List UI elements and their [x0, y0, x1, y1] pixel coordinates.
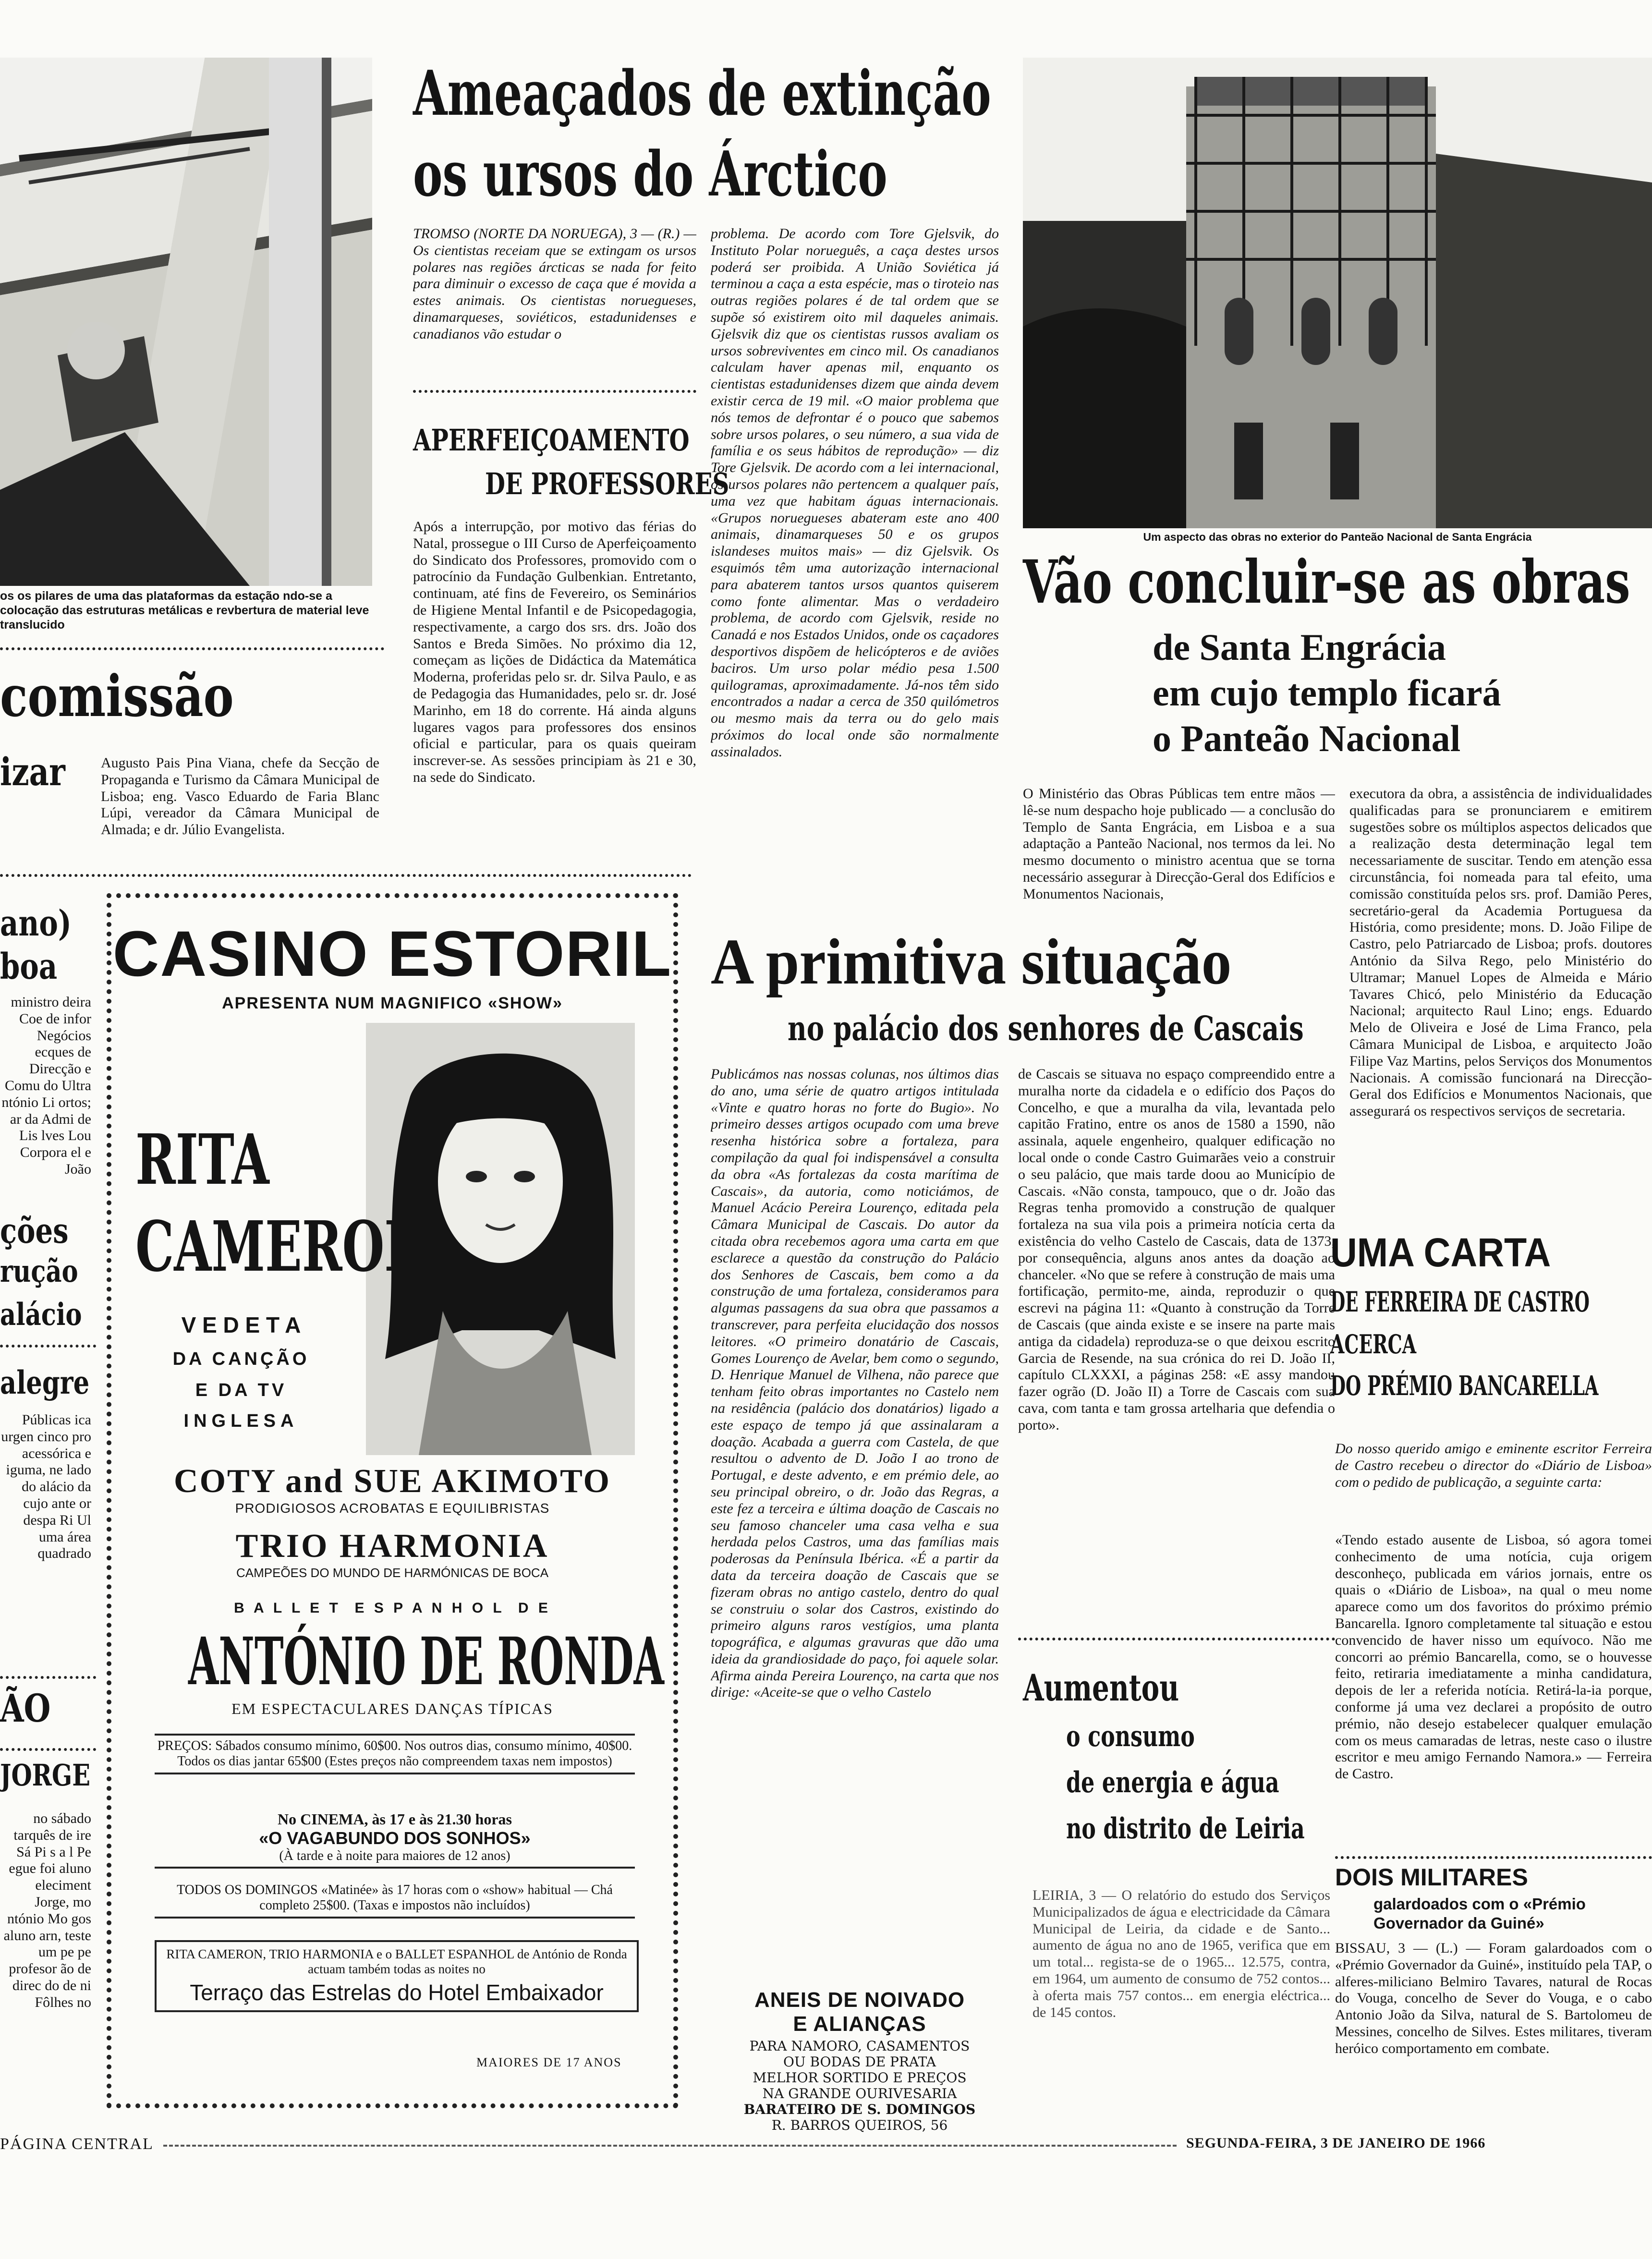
- divider: [1018, 1638, 1335, 1640]
- casino-age: MAIORES DE 17 ANOS: [476, 2055, 622, 2069]
- left-headline-alegre: alegre: [0, 1364, 90, 1401]
- divider: [0, 647, 384, 650]
- casino-presenta: APRESENTA NUM MAGNIFICO «SHOW»: [222, 994, 563, 1012]
- leiria-headline: Aumentou o consumo de energia e água no distrito de Leiria: [1023, 1666, 1305, 1846]
- footer-rule: [163, 2145, 1177, 2147]
- casino-estoril-ad: [107, 893, 678, 2108]
- aneis-line: NA GRANDE OURIVESARIA: [762, 2086, 957, 2101]
- professores-headline: APERFEIÇOAMENTO DE PROFESSORES: [413, 423, 729, 501]
- left-headline-izar: izar: [0, 749, 65, 794]
- aneis-line: MELHOR SORTIDO E PREÇOS: [753, 2070, 967, 2086]
- act-coty-sue-akimoto: COTY and SUE AKIMOTO PRODIGIOSOS ACROBATAS E EQUILIBRISTAS: [174, 1463, 611, 1516]
- carta-headline: UMA CARTA DE FERREIRA DE CASTRO ACERCA DO PRÉMIO BANCARELLA: [1330, 1230, 1599, 1402]
- left-headline-sao: ÃO: [0, 1686, 51, 1731]
- ursos-headline: Ameaçados de extinção os ursos do Árctico: [413, 58, 991, 210]
- divider: [0, 874, 692, 877]
- left-article-comissao-fragment: Augusto Pais Pina Viana, chefe da Secção de Propaganda e Turismo da Câmara Municipal de Lisboa; eng. Vasco Eduardo de Faria Blanc Lúpi, vereador da Câmara Municipal de Almada; e dr. Júlio Evangelista.: [101, 755, 379, 838]
- aneis-line: BARATEIRO DE S. DOMINGOS: [743, 2101, 976, 2117]
- casino-sundays: TODOS OS DOMINGOS «Matinée» às 17 horas com o «show» habitual — Chá completo 25$00. (Taxas e impostos não incluídos): [155, 1882, 635, 1919]
- santa-engracia-column-2: executora da obra, a assistência de individualidades qualificadas para se pronunciarem e emitirem sugestões sobre os múltiplos aspectos delicados que a realização desta determinação legal tem necessariamente de suscitar. Tendo em atenção essa circunstância, foi nomeada para tal efeito, uma comissão constituída pelos srs. prof. Damião Peres, secretário-geral da Academia Portuguesa da História, como presidente; mons. D. João Filipe de Castro, pelo Patriarcado de Lisboa; profs. doutores António da Silva Rego, pelo Ministério do Ultramar; Manuel Lopes de Almeida e Mário Tavares Chicó, pelo Ministério da Educação Nacional; arquitecto Raul Lino; engs. Eduardo Melo de Oliveira e José de Lima Franco, pela Câmara Municipal de Lisboa, e arquitecto João Filipe Vaz Martins, pelos Serviços dos Monumentos Nacionais. A comissão funcionará na Direcção-Geral dos Edifícios e Monumentos Nacionais, que assegurará os respectivos serviços de secretaria.: [1349, 786, 1652, 1119]
- left-fragment-sabado: no sábado tarquês de ire Sá Pi s a l Pe egue foi aluno eleciment Jorge, mo ntónio Mo gos aluno arn, teste um pe pe profesor ão de direc do de ni Fôlhes no: [3, 1810, 91, 2010]
- aneis-headline: ANEIS DE NOIVADO: [754, 1988, 965, 2012]
- left-headline-coes: ções: [0, 1210, 69, 1251]
- left-fragment-ministro: ministro deira Coe de infor Negócios ecques de Direcção e Comu do Ultra ntónio Li ortos; ar da Admi de Lis lves Lou Corpora el e João: [1, 994, 91, 1177]
- casino-terraco: RITA CAMERON, TRIO HARMONIA e o BALLET ESPANHOL de António de Ronda actuam também todas as noites no Terraço das Estrelas do Hotel Embaixador: [155, 1940, 639, 2012]
- cascais-column-2: de Cascais se situava no espaço compreendido entre a muralha norte da cidadela e o edifício dos Paços do Concelho, e que a muralha da vila, levantada pelo capitão Fratino, entre os anos de 1580 a 1590, não assinala, aquele engenheiro, qualquer edificação no local onde o conde Castro Guimarães veio a construir o seu palácio, que mais tarde doou ao Município de Cascais. «Não consta, tampouco, que o dr. João das Regras tenha promovido a construção de qualquer fortaleza na sua vila pois a primeira notícia certa da existência do velho Castelo de Cascais, data de 1373, por consequência, alguns anos antes da doação ao chanceler. «No que se refere à construção de mais uma fortificação, permito-me, ainda, reproduzir o que escrevi na página 11: «Quanto à construção da Torre de Cascais (que ainda existe e se insere na parte mais antiga da cidadela) reproduza-se o que deixou escrito Garcia de Resende, na sua crónica do rei D. João II, capítulo CLXXXI, a páginas 258: «E assy mandou fazer ogrão (D. João II) a Torre de Cascais com sua cava, com tanta e tam grossa artelharia que defendia o porto».: [1018, 1066, 1335, 1433]
- santa-engracia-headline: Vão concluir-se as obras: [1023, 547, 1630, 617]
- professores-body: Após a interrupção, por motivo das férias do Natal, prossegue o III Curso de Aperfeiçoamento do Sindicato dos Professores, promovido com o patrocínio da Fundação Gulbenkian. Entretanto, continuam, até fins de Fevereiro, os Seminários de Higiene Mental Infantil e de Psicopedagogia, respectivamente, a cargo dos srs. drs. João dos Santos e Breda Simões. No próximo dia 12, começam as lições de Didáctica da Matemática Moderna, proferidas pelo sr. dr. Silva Paulo, e as de Pedagogia das Humanidades, pelo sr. dr. José Marinho, em 18 do corrente. Há ainda alguns lugares vagos para professores dos ensinos oficial e particular, para os quais queiram inscrever-se. As sessões principiam às 21 e 30, na sede do Sindicato.: [413, 519, 696, 785]
- left-fragment-publicas: Públicas ica urgen cinco pro acessórica e iguma, ne lado do alácio da cujo ante or despa Ri Ul uma área quadrado: [1, 1412, 91, 1562]
- militares-headline: DOIS MILITARES: [1335, 1864, 1528, 1891]
- footer-date: SEGUNDA-FEIRA, 3 DE JANEIRO DE 1966: [1186, 2135, 1486, 2151]
- divider: [413, 390, 696, 393]
- aneis-line: OU BODAS DE PRATA: [783, 2054, 936, 2070]
- carta-body: «Tendo estado ausente de Lisboa, só agora tomei conhecimento de uma notícia, cuja origem desconheço, publicada em vários jornais, entre os quais o «Diário de Lisboa», na qual o meu nome aparece como um dos favoritos do próximo prémio Bancarella. Ignoro completamente tal situação e estou convencido de haver nisso um equívoco. Não me concorri ao prémio Bancarella, como, se o houvesse feito, retiraria imediatamente a minha candidatura, depois de ler a referida notícia. Retirá-la-ia porque, conforme já uma vez declarei a propósito de outro prémio, não desejo estabelecer qualquer emulação com os meus camaradas de letras, neste caso o ilustre escritor e meu amigo Fernando Namora.» — Ferreira de Castro.: [1335, 1532, 1652, 1782]
- militares-body: BISSAU, 3 — (L.) — Foram galardoados com o «Prémio Governador da Guiné», instituído pela TAP, o alferes-miliciano Belmiro Tavares, natural de Rocas do Vouga, concelho de Sever do Vouga, e o cabo Antonio João da Silva, natural de S. Bartolomeu de Messines, concelho de Silves. Estes militares, tiveram heróico comportamento em combate.: [1335, 1940, 1652, 2056]
- construction-photo: [0, 58, 372, 586]
- casino-title: CASINO ESTORIL: [112, 918, 672, 990]
- construction-photo-caption: os os pilares de uma das plataformas da estação ndo-se a colocação das estruturas metálicas e revbertura de material leve translucido: [0, 589, 369, 632]
- santa-engracia-subheadline: de Santa Engrácia em cujo templo ficará o Panteão Nacional: [1153, 626, 1501, 760]
- aneis-line: R. BARROS QUEIROS, 56: [771, 2117, 948, 2133]
- act-trio-harmonia: TRIO HARMONIA CAMPEÕES DO MUNDO DE HARMÓNICAS DE BOCA: [235, 1528, 549, 1580]
- divider: [0, 1345, 96, 1348]
- divider: [0, 1748, 96, 1751]
- left-headline-comissao: comissão: [0, 663, 234, 729]
- footer-section-name: PÁGINA CENTRAL: [0, 2135, 154, 2153]
- left-headline-alacio: alácio: [0, 1297, 82, 1333]
- left-headline-ano: ano): [0, 903, 72, 944]
- left-headline-rucao: rução: [0, 1253, 78, 1289]
- ballet-espanhol: B A L L E T E S P A N H O L D E: [234, 1600, 551, 1616]
- left-headline-boa: boa: [0, 946, 58, 987]
- act-antonio-desc: EM ESPECTACULARES DANÇAS TÍPICAS: [231, 1700, 553, 1717]
- aneis-headline-2: E ALIANÇAS: [793, 2012, 926, 2036]
- aneis-ad: [711, 1988, 1008, 2133]
- santa-engracia-photo: [1023, 58, 1652, 528]
- santa-engracia-column-1: O Ministério das Obras Públicas tem entre mãos — lê-se num despacho hoje publicado — a conclusão do Templo de Santa Engrácia, em Lisboa e a sua adaptação a Panteão Nacional, nos termos da lei. No mesmo documento o ministro acentua que se torna necessário assegurar à Direcção-Geral dos Edifícios e Monumentos Nacionais,: [1023, 786, 1335, 902]
- divider: [1335, 1856, 1652, 1859]
- cascais-subheadline: no palácio dos senhores de Cascais: [788, 1008, 1304, 1048]
- star-name: RITA CAMERON: [135, 1119, 429, 1287]
- carta-intro: Do nosso querido amigo e eminente escritor Ferreira de Castro recebeu o director do «Diário de Lisboa» com o pedido de publicação, a seguinte carta:: [1335, 1441, 1652, 1490]
- aneis-line: PARA NAMORO, CASAMENTOS: [749, 2038, 970, 2054]
- cascais-column-1: Publicámos nas nossas colunas, nos últimos dias do ano, uma série de quatro artigos intitulada «Vinte e quatro horas no forte do Bugio». No primeiro desses artigos ocupado com uma breve resenha histórica sobre a fortaleza, para compilação da qual foi indispensável a consulta da obra «As fortalezas da costa marítima de Cascais», da autoria, como noticiámos, de Manuel Acácio Pereira Lourenço, editada pela Câmara Municipal de Cascais. Do autor da citada obra recebemos agora uma carta em que esclarece a questão da construção do Palácio dos Senhores de Cascais, bem como a da construção de uma fortaleza, consideramos para algumas passagens da sua obra que passamos a transcrever, para perfeita elucidação dos nossos leitores. «O primeiro donatário de Cascais, Gomes Lourenço de Avelar, bem como o segundo, D. Henrique Manuel de Vilhena, não parece que tenham feito obras importantes no Castelo nem na residência (palácio dos donatários) ligado a este espaço de tempo já que assinalaram a doação. Acabada a guerra com Castela, de que resultou o advento de D. João I ao trono de Portugal, e deste advento, e em prémio dele, ao seu principal obreiro, o dr. João das Regras, a este fez a terceira e última doação de Cascais no seu famoso chanceler uma casa velha e sua herdada pelos Castros, uma das famílias mais poderosas da Península Ibérica. «É a partir da data da terceira doação de Cascais que se fizeram obras no antigo castelo, dentro do qual se construiu o solar dos Castros, existindo do primeiro alguns raros vestígios, uma planta topográfica, e algumas gravuras que dão uma ideia da grandiosidade do paço, foi aquele solar. Afirma ainda Pereira Lourenço, na carta que nos dirige: «Aceite-se que o velho Castelo: [711, 1066, 999, 1700]
- casino-cinema: No CINEMA, às 17 e às 21.30 horas «O VAGABUNDO DOS SONHOS» (À tarde e à noite para maiores de 12 anos): [155, 1810, 635, 1869]
- ursos-column-1: TROMSO (NORTE DA NORUEGA), 3 — (R.) — Os cientistas receiam que se extingam os ursos polares nas regiões árcticas se nada for feito para diminuir o excesso de caça que é movida a estes animais. Os cientistas noruegueses, dinamarqueses, soviéticos, estadunidenses e canadianos vão estudar o: [413, 226, 696, 342]
- cascais-headline: A primitiva situação: [711, 926, 1232, 998]
- act-antonio-de-ronda: ANTÓNIO DE RONDA: [188, 1623, 664, 1700]
- casino-prices: PREÇOS: Sábados consumo mínimo, 60$00. Nos outros dias, consumo mínimo, 40$00. Todos os dias jantar 65$00 (Estes preços não compreendem taxas nem impostos): [155, 1734, 635, 1774]
- leiria-body: LEIRIA, 3 — O relatório do estudo dos Serviços Municipalizados de água e electricidade da Câmara Municipal de Leiria, da cidade e de Santo... aumento de água no ano de 1965, verifica que em um total... regista-se de o 1965... 12.575, contra, em 1964, um aumento de consumo de 752 contos... à oferta mais 757 contos... em energia eléctrica... de 145 contos.: [1032, 1887, 1330, 2020]
- vedeta-text: V E D E T A DA CANÇÃO E DA TV INGLESA: [172, 1312, 310, 1432]
- santa-engracia-photo-caption: Um aspecto das obras no exterior do Panteão Nacional de Santa Engrácia: [1143, 531, 1532, 543]
- divider: [0, 1676, 96, 1679]
- ursos-column-2: problema. De acordo com Tore Gjelsvik, do Instituto Polar norueguês, a caça destes ursos poderá ser proibida. A União Soviética já terminou a caça a esta espécie, mas o tiroteio nas outras regiões polares é de tal ordem que se supõe só existirem oito mil daqueles animais. Gjelsvik diz que os cientistas russos avaliam os ursos sobreviventes em cinco mil. Os canadianos calculam haver apenas mil, enquanto os cientistas estadunidenses dizem que ainda devem existir cerca de 19 mil. «O maior problema que nós temos de defrontar é o pouco que sabemos sobre ursos polares, o seu número, a sua vida de família e os seus hábitos de reprodução» — diz Tore Gjelsvik. De acordo com a lei internacional, os ursos polares não pertencem a qualquer país, uma vez que habitam águas internacionais. «Grupos noruegueses abateram este ano 400 animais, dinamarqueses 50 e os grupos islandeses muitos mais» — diz Gjelsvik. Os esquimós têm uma autorização internacional para abaterem tantos ursos quantos quiserem como fonte alimentar. Mas o verdadeiro problema, de acordo com Gjelsvik, reside no Canadá e nos Estados Unidos, onde os caçadores desportivos dispõem de helicópteros e de aviões baciros. Um urso polar médio pesa 1.500 quilogramas, aproximadamente. Já-nos têm sido encontrados a nadar a cerca de 350 quilómetros ou mesmo mais da terra ou do gelo mais próximos do local onde são normalmente assinalados.: [711, 226, 999, 760]
- left-headline-jorge: JORGE: [0, 1758, 91, 1793]
- militares-subheadline: galardoados com o «Prémio Governador da Guiné»: [1373, 1895, 1586, 1932]
